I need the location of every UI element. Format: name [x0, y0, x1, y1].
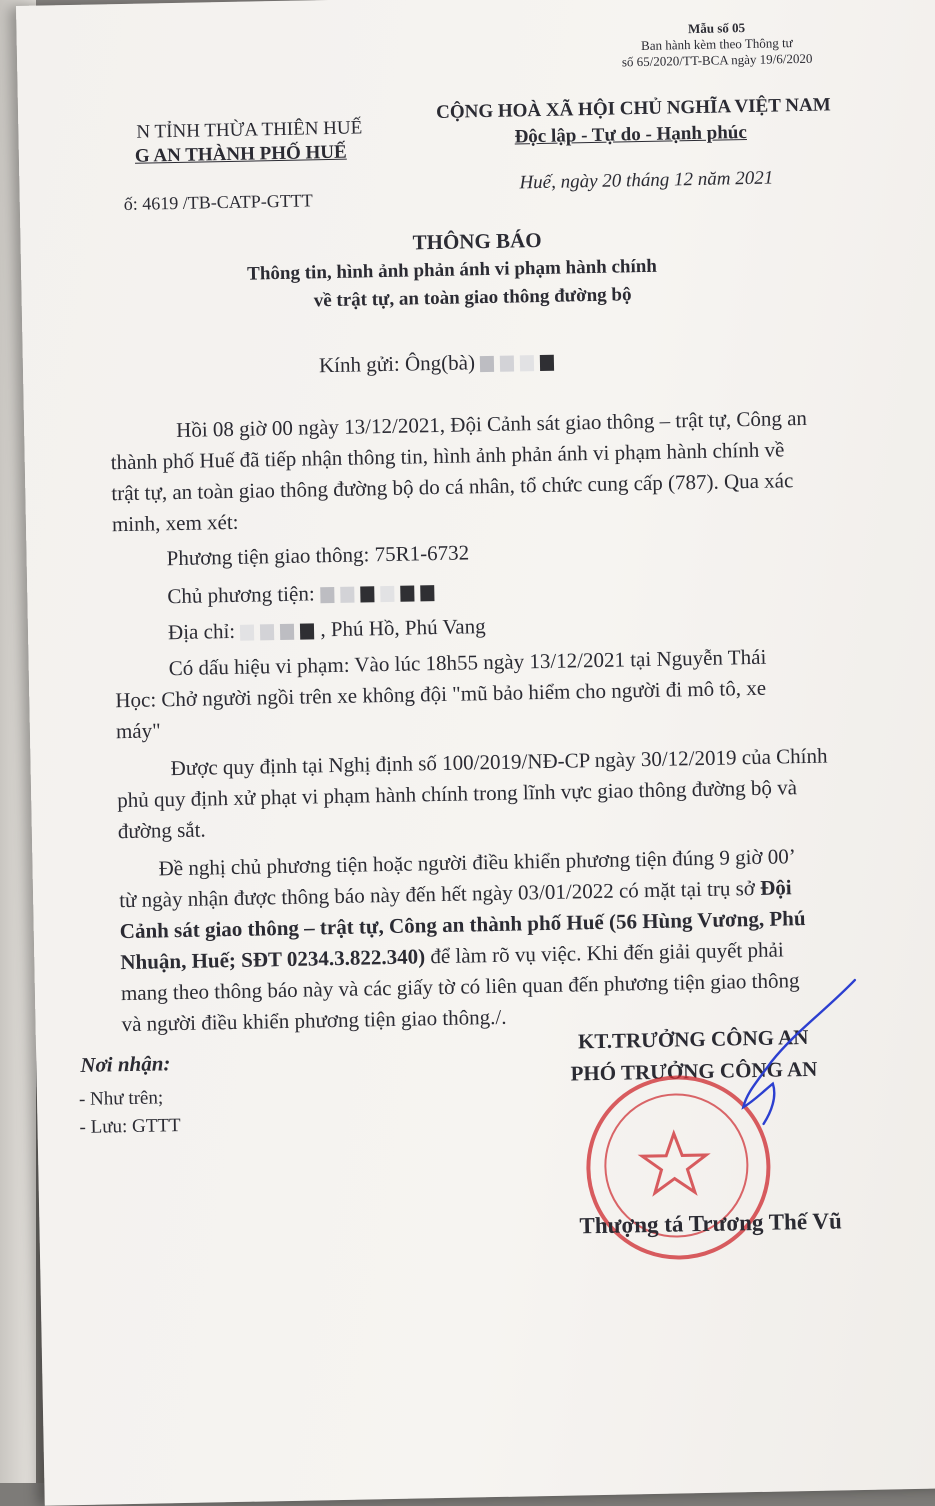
request-l4-bold: Nhuận, Huế; SĐT 0234.3.822.340) [120, 944, 426, 975]
signature-title-line1: KT.TRƯỞNG CÔNG AN [577, 1024, 809, 1054]
redacted-block [400, 586, 414, 602]
redacted-block [540, 355, 554, 371]
address-line [168, 611, 486, 648]
address-tail: , Phú Hồ, Phú Vang [320, 614, 486, 642]
redacted-block [420, 585, 434, 601]
motto [514, 122, 747, 148]
redacted-block [380, 586, 394, 602]
redacted-block [320, 587, 334, 603]
document-number: ố: 4619 /TB-CATP-GTTT [123, 190, 313, 214]
form-info [616, 19, 817, 71]
violation-l1: Có dấu hiệu vi phạm: Vào lúc 18h55 ngày 13/12/2021 tại Nguyễn Thái [168, 644, 767, 681]
redacted-block [340, 587, 354, 603]
request-l5: mang theo thông báo này và các giấy tờ có liên quan đến phương tiện giao thông [120, 968, 800, 1006]
request-l6: và người điều khiển phương tiện giao thông./. [121, 1004, 507, 1037]
request-l1: Đề nghị chủ phương tiện hoặc người điều khiển phương tiện đúng 9 giờ 00’ [158, 844, 797, 881]
regulation-l1: Được quy định tại Nghị định số 100/2019/NĐ-CP ngày 30/12/2019 của Chính [170, 743, 828, 781]
owner-label: Chủ phương tiện: [167, 581, 315, 609]
body-p1-l4: minh, xem xét: [111, 509, 239, 537]
agency-line2 [135, 142, 347, 168]
body-p1-l3: trật tự, an toàn giao thông đường bộ do cá nhân, tổ chức cung cấp (787). Qua xác [111, 468, 794, 506]
signer-name: Thượng tá Trương Thế Vũ [579, 1208, 843, 1239]
body-p1-l2: thành phố Huế đã tiếp nhận thông tin, hình ảnh phản ánh vi phạm hành chính về [110, 437, 785, 475]
violation-l2: Học: Chở người ngồi trên xe không đội "mũ bảo hiểm cho người đi mô tô, xe [115, 675, 767, 713]
request-l2-bold: Đội [759, 875, 792, 900]
redacted-block [520, 355, 534, 371]
signature-scribble [675, 970, 878, 1154]
receivers-title: Nơi nhận: [80, 1051, 171, 1077]
request-l2-text: từ ngày nhận được thông báo này đến hết ngày 03/01/2022 có mặt tại trụ sở [118, 875, 761, 913]
body-p1-l1: Hồi 08 giờ 00 ngày 13/12/2021, Đội Cảnh sát giao thông – trật tự, Công an [175, 405, 808, 443]
redacted-block [280, 624, 294, 640]
form-issued-line1: Ban hành kèm theo Thông tư [640, 35, 793, 54]
nation-title: CỘNG HOÀ XÃ HỘI CHỦ NGHĨA VIỆT NAM [435, 94, 831, 123]
form-issued-line2: số 65/2020/TT-BCA ngày 19/6/2020 [621, 50, 813, 70]
request-l3: Cảnh sát giao thông – trật tự, Công an thành phố Huế (56 Hùng Vương, Phú [119, 906, 806, 944]
subtitle-line1: Thông tin, hình ảnh phản ánh vi phạm hành chính [246, 255, 658, 285]
redacted-block [500, 356, 514, 372]
receiver-item: - Lưu: GTTT [79, 1115, 181, 1138]
regulation-l2: phủ quy định xử phạt vi phạm hành chính trong lĩnh vực giao thông đường bộ và [117, 775, 798, 813]
recipient-label: Kính gửi: Ông(bà) [318, 350, 476, 378]
page-title: THÔNG BÁO [412, 227, 542, 255]
subtitle-line2: về trật tự, an toàn giao thông đường bộ [313, 284, 632, 312]
vehicle-line: Phương tiện giao thông: 75R1-6732 [166, 540, 470, 571]
motto-text: Độc lập - Tự do - Hạnh phúc [514, 121, 748, 148]
address-label: Địa chỉ: [167, 618, 236, 645]
agency-line1: N TỈNH THỪA THIÊN HUẾ [136, 117, 363, 143]
document-page [16, 0, 935, 1506]
redacted-block [240, 625, 254, 641]
violation-l3: máy" [115, 718, 161, 744]
receiver-item: - Như trên; [78, 1087, 164, 1110]
redacted-block [480, 356, 494, 372]
place-date: Huế, ngày 20 tháng 12 năm 2021 [519, 167, 774, 194]
agency-line2-text: G AN THÀNH PHỐ HUẾ [134, 141, 347, 167]
signature-title-line2: PHÓ TRƯỞNG CÔNG AN [570, 1056, 818, 1086]
redacted-block [300, 624, 314, 640]
request-l4-text: để làm rõ vụ việc. Khi đến giải quyết phải [424, 937, 784, 969]
redacted-block [260, 624, 274, 640]
regulation-l3: đường sắt. [117, 817, 206, 844]
recipient-line [319, 346, 561, 382]
owner-line [167, 576, 440, 612]
form-number: Mẫu số 05 [687, 20, 746, 37]
redacted-block [360, 586, 374, 602]
